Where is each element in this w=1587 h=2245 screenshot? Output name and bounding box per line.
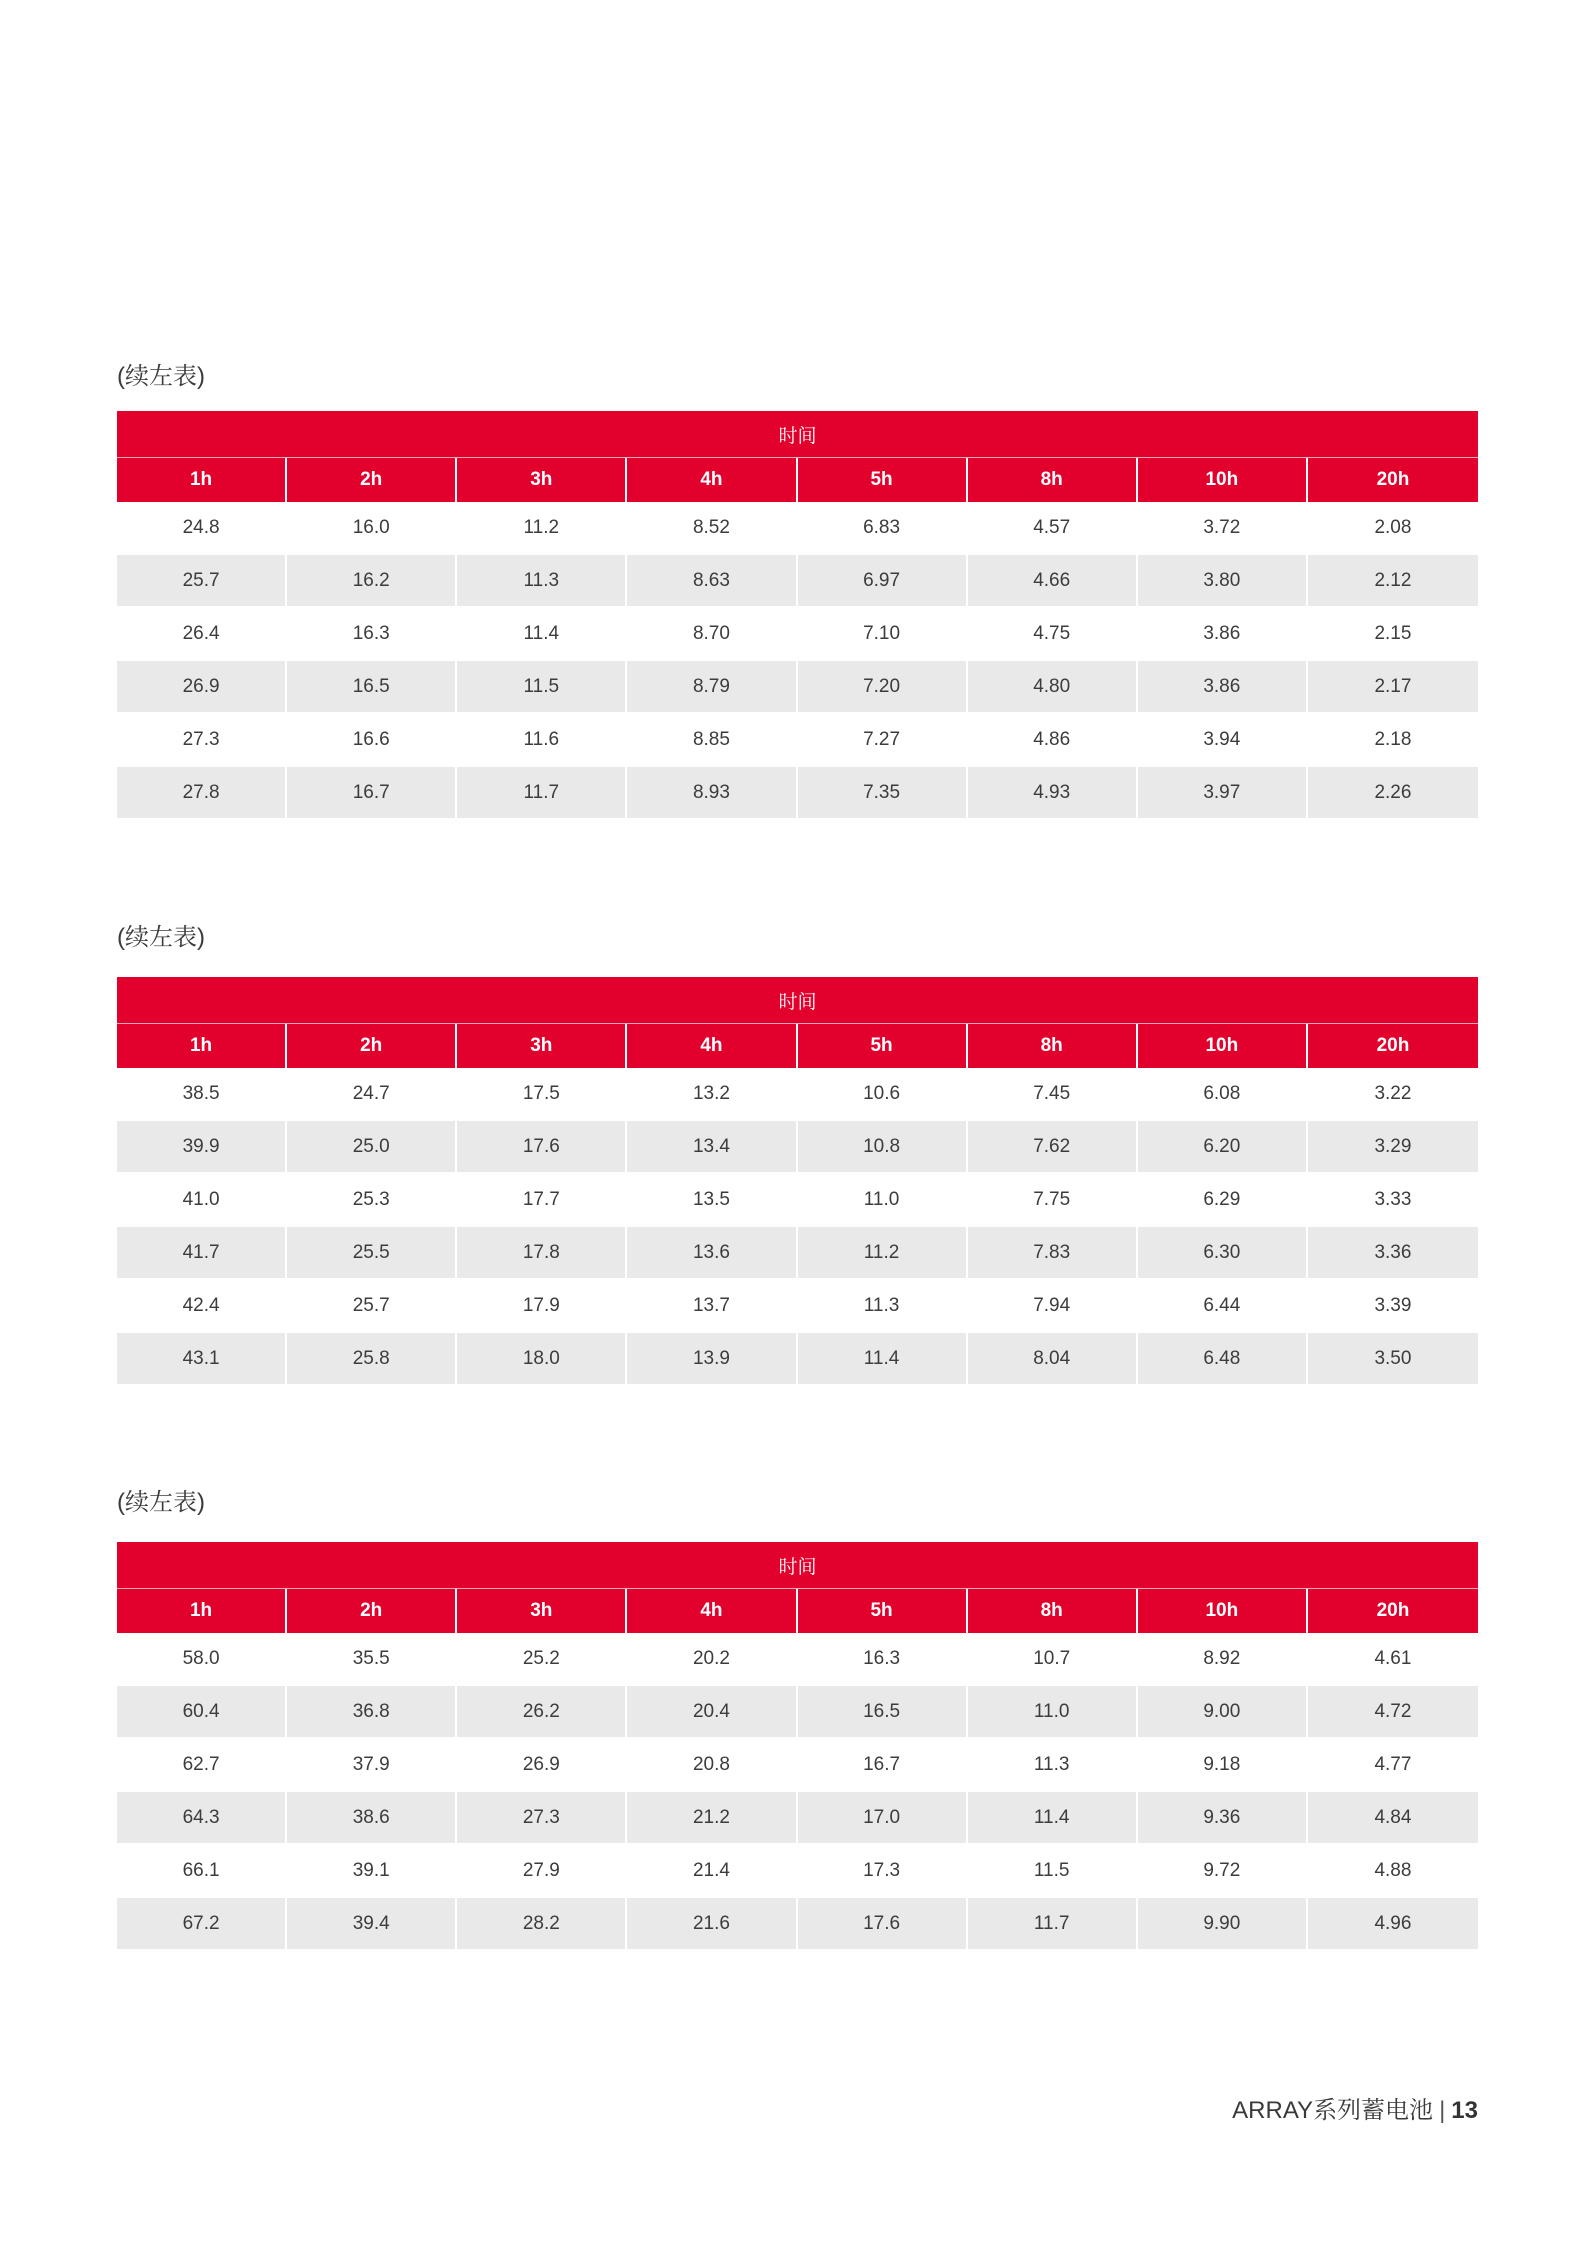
table-cell: 11.7 <box>457 767 627 820</box>
table-cell: 37.9 <box>287 1739 457 1792</box>
column-header: 3h <box>457 1024 627 1068</box>
table-cell: 7.75 <box>968 1174 1138 1227</box>
table-row <box>117 1633 1478 1686</box>
table-cell: 11.2 <box>798 1227 968 1280</box>
table-cell: 11.5 <box>457 661 627 714</box>
table-cell: 21.2 <box>627 1792 797 1845</box>
column-header: 2h <box>287 1024 457 1068</box>
table-cell: 38.5 <box>117 1068 287 1121</box>
column-header: 10h <box>1138 1024 1308 1068</box>
table-cell: 8.52 <box>627 502 797 555</box>
table-cell: 25.0 <box>287 1121 457 1174</box>
table-caption: (续左表) <box>117 924 205 951</box>
table-cell: 8.04 <box>968 1333 1138 1386</box>
table-row <box>117 1068 1478 1121</box>
table-row <box>117 1792 1478 1845</box>
table-cell: 13.2 <box>627 1068 797 1121</box>
table-cell: 6.08 <box>1138 1068 1308 1121</box>
table-cell: 10.6 <box>798 1068 968 1121</box>
table-cell: 16.7 <box>798 1739 968 1792</box>
table-cell: 24.8 <box>117 502 287 555</box>
table-cell: 9.72 <box>1138 1845 1308 1898</box>
table-cell: 26.9 <box>457 1739 627 1792</box>
table-cell: 7.62 <box>968 1121 1138 1174</box>
table-cell: 4.72 <box>1308 1686 1478 1739</box>
table-cell: 7.10 <box>798 608 968 661</box>
column-header: 8h <box>968 1024 1138 1068</box>
table-cell: 28.2 <box>457 1898 627 1951</box>
table-cell: 62.7 <box>117 1739 287 1792</box>
table-cell: 27.8 <box>117 767 287 820</box>
table-cell: 25.5 <box>287 1227 457 1280</box>
table-cell: 2.18 <box>1308 714 1478 767</box>
table-cell: 27.9 <box>457 1845 627 1898</box>
table-cell: 4.80 <box>968 661 1138 714</box>
table-cell: 66.1 <box>117 1845 287 1898</box>
table-cell: 13.7 <box>627 1280 797 1333</box>
table-cell: 3.36 <box>1308 1227 1478 1280</box>
table-cell: 4.88 <box>1308 1845 1478 1898</box>
table-cell: 4.96 <box>1308 1898 1478 1951</box>
table-row <box>117 555 1478 608</box>
table-cell: 16.2 <box>287 555 457 608</box>
table-row <box>117 661 1478 714</box>
table-cell: 3.39 <box>1308 1280 1478 1333</box>
table-cell: 4.57 <box>968 502 1138 555</box>
column-header: 1h <box>117 1024 287 1068</box>
table-cell: 3.86 <box>1138 608 1308 661</box>
column-header: 8h <box>968 1589 1138 1633</box>
table-cell: 25.7 <box>287 1280 457 1333</box>
table-cell: 17.7 <box>457 1174 627 1227</box>
table-cell: 6.48 <box>1138 1333 1308 1386</box>
table-cell: 6.29 <box>1138 1174 1308 1227</box>
table-body <box>117 1068 1478 1386</box>
table-cell: 3.33 <box>1308 1174 1478 1227</box>
table-cell: 17.9 <box>457 1280 627 1333</box>
table-cell: 64.3 <box>117 1792 287 1845</box>
table-cell: 13.6 <box>627 1227 797 1280</box>
table-cell: 20.4 <box>627 1686 797 1739</box>
table-cell: 9.90 <box>1138 1898 1308 1951</box>
table-cell: 10.7 <box>968 1633 1138 1686</box>
discharge-table-2 <box>117 977 1478 1386</box>
table-cell: 11.7 <box>968 1898 1138 1951</box>
table-cell: 11.4 <box>968 1792 1138 1845</box>
table-cell: 7.35 <box>798 767 968 820</box>
table-cell: 17.5 <box>457 1068 627 1121</box>
table-row <box>117 1845 1478 1898</box>
page-number: 13 <box>1451 2097 1478 2124</box>
table-cell: 3.50 <box>1308 1333 1478 1386</box>
table-cell: 36.8 <box>287 1686 457 1739</box>
table-cell: 17.6 <box>457 1121 627 1174</box>
table-cell: 11.3 <box>968 1739 1138 1792</box>
table-cell: 6.30 <box>1138 1227 1308 1280</box>
column-header: 20h <box>1308 1589 1478 1633</box>
table-row <box>117 1686 1478 1739</box>
table-cell: 10.8 <box>798 1121 968 1174</box>
table-cell: 2.08 <box>1308 502 1478 555</box>
discharge-table-1 <box>117 411 1478 820</box>
table-cell: 3.80 <box>1138 555 1308 608</box>
column-header: 2h <box>287 1589 457 1633</box>
table-cell: 3.86 <box>1138 661 1308 714</box>
table-cell: 17.0 <box>798 1792 968 1845</box>
table-cell: 11.2 <box>457 502 627 555</box>
table-cell: 9.00 <box>1138 1686 1308 1739</box>
table-cell: 8.63 <box>627 555 797 608</box>
table-cell: 2.12 <box>1308 555 1478 608</box>
table-cell: 13.9 <box>627 1333 797 1386</box>
column-header: 1h <box>117 458 287 502</box>
table-row <box>117 1280 1478 1333</box>
table-cell: 41.0 <box>117 1174 287 1227</box>
column-header: 5h <box>798 1589 968 1633</box>
table-cell: 2.15 <box>1308 608 1478 661</box>
table-cell: 42.4 <box>117 1280 287 1333</box>
table-cell: 16.6 <box>287 714 457 767</box>
table-cell: 17.3 <box>798 1845 968 1898</box>
table-cell: 39.1 <box>287 1845 457 1898</box>
page-footer <box>1232 2090 1478 2125</box>
table-cell: 7.94 <box>968 1280 1138 1333</box>
table-cell: 13.5 <box>627 1174 797 1227</box>
table-cell: 9.36 <box>1138 1792 1308 1845</box>
column-header: 10h <box>1138 1589 1308 1633</box>
table-cell: 26.9 <box>117 661 287 714</box>
column-header: 2h <box>287 458 457 502</box>
table-cell: 26.4 <box>117 608 287 661</box>
table-cell: 25.2 <box>457 1633 627 1686</box>
table-cell: 17.6 <box>798 1898 968 1951</box>
table-row <box>117 714 1478 767</box>
table-cell: 11.5 <box>968 1845 1138 1898</box>
table-cell: 13.4 <box>627 1121 797 1174</box>
table-cell: 27.3 <box>457 1792 627 1845</box>
table-cell: 16.7 <box>287 767 457 820</box>
table-cell: 20.2 <box>627 1633 797 1686</box>
table-caption: (续左表) <box>117 363 205 390</box>
table-cell: 17.8 <box>457 1227 627 1280</box>
table-cell: 16.3 <box>287 608 457 661</box>
table-cell: 4.66 <box>968 555 1138 608</box>
column-header: 4h <box>627 458 797 502</box>
table-title: 时间 <box>117 977 1478 1024</box>
table-row <box>117 502 1478 555</box>
table-cell: 3.29 <box>1308 1121 1478 1174</box>
table-cell: 21.6 <box>627 1898 797 1951</box>
table-cell: 8.92 <box>1138 1633 1308 1686</box>
table-cell: 4.75 <box>968 608 1138 661</box>
table-cell: 2.26 <box>1308 767 1478 820</box>
table-cell: 3.97 <box>1138 767 1308 820</box>
table-title: 时间 <box>117 411 1478 458</box>
table-cell: 7.45 <box>968 1068 1138 1121</box>
table-cell: 7.83 <box>968 1227 1138 1280</box>
table-row <box>117 1121 1478 1174</box>
table-cell: 39.9 <box>117 1121 287 1174</box>
column-header: 20h <box>1308 1024 1478 1068</box>
table-cell: 7.27 <box>798 714 968 767</box>
table-row <box>117 1333 1478 1386</box>
table-cell: 8.79 <box>627 661 797 714</box>
table-cell: 4.93 <box>968 767 1138 820</box>
column-header: 3h <box>457 1589 627 1633</box>
table-caption: (续左表) <box>117 1489 205 1516</box>
table-row <box>117 1174 1478 1227</box>
footer-separator: | <box>1439 2097 1446 2124</box>
table-cell: 43.1 <box>117 1333 287 1386</box>
column-header: 3h <box>457 458 627 502</box>
table-cell: 6.20 <box>1138 1121 1308 1174</box>
table-cell: 16.5 <box>287 661 457 714</box>
table-cell: 16.3 <box>798 1633 968 1686</box>
table-cell: 35.5 <box>287 1633 457 1686</box>
table-cell: 21.4 <box>627 1845 797 1898</box>
column-header: 1h <box>117 1589 287 1633</box>
table-cell: 8.70 <box>627 608 797 661</box>
table-cell: 11.0 <box>968 1686 1138 1739</box>
table-cell: 11.3 <box>798 1280 968 1333</box>
column-header: 8h <box>968 458 1138 502</box>
table-cell: 4.61 <box>1308 1633 1478 1686</box>
footer-title: ARRAY系列蓄电池 <box>1232 2097 1434 2124</box>
table-cell: 60.4 <box>117 1686 287 1739</box>
table-cell: 25.7 <box>117 555 287 608</box>
table-row <box>117 767 1478 820</box>
table-cell: 6.44 <box>1138 1280 1308 1333</box>
table-row <box>117 1739 1478 1792</box>
table-cell: 11.3 <box>457 555 627 608</box>
table-cell: 4.86 <box>968 714 1138 767</box>
table-cell: 2.17 <box>1308 661 1478 714</box>
column-header: 20h <box>1308 458 1478 502</box>
table-cell: 25.3 <box>287 1174 457 1227</box>
table-cell: 3.94 <box>1138 714 1308 767</box>
table-cell: 27.3 <box>117 714 287 767</box>
table-cell: 16.5 <box>798 1686 968 1739</box>
column-header: 5h <box>798 1024 968 1068</box>
table-cell: 4.77 <box>1308 1739 1478 1792</box>
table-cell: 11.4 <box>798 1333 968 1386</box>
table-cell: 9.18 <box>1138 1739 1308 1792</box>
table-cell: 6.83 <box>798 502 968 555</box>
column-header: 10h <box>1138 458 1308 502</box>
table-cell: 4.84 <box>1308 1792 1478 1845</box>
table-cell: 41.7 <box>117 1227 287 1280</box>
table-cell: 39.4 <box>287 1898 457 1951</box>
table-cell: 7.20 <box>798 661 968 714</box>
table-cell: 3.22 <box>1308 1068 1478 1121</box>
table-cell: 6.97 <box>798 555 968 608</box>
column-header: 4h <box>627 1589 797 1633</box>
table-cell: 8.93 <box>627 767 797 820</box>
table-cell: 16.0 <box>287 502 457 555</box>
column-header: 5h <box>798 458 968 502</box>
column-header: 4h <box>627 1024 797 1068</box>
discharge-table-3 <box>117 1542 1478 1951</box>
table-cell: 25.8 <box>287 1333 457 1386</box>
table-title: 时间 <box>117 1542 1478 1589</box>
table-cell: 8.85 <box>627 714 797 767</box>
table-cell: 24.7 <box>287 1068 457 1121</box>
table-row <box>117 1227 1478 1280</box>
table-cell: 67.2 <box>117 1898 287 1951</box>
table-row <box>117 608 1478 661</box>
table-cell: 58.0 <box>117 1633 287 1686</box>
table-cell: 18.0 <box>457 1333 627 1386</box>
table-cell: 20.8 <box>627 1739 797 1792</box>
table-cell: 26.2 <box>457 1686 627 1739</box>
table-cell: 3.72 <box>1138 502 1308 555</box>
table-cell: 11.0 <box>798 1174 968 1227</box>
table-row <box>117 1898 1478 1951</box>
table-cell: 11.6 <box>457 714 627 767</box>
table-cell: 11.4 <box>457 608 627 661</box>
table-body <box>117 502 1478 820</box>
table-cell: 38.6 <box>287 1792 457 1845</box>
table-body <box>117 1633 1478 1951</box>
